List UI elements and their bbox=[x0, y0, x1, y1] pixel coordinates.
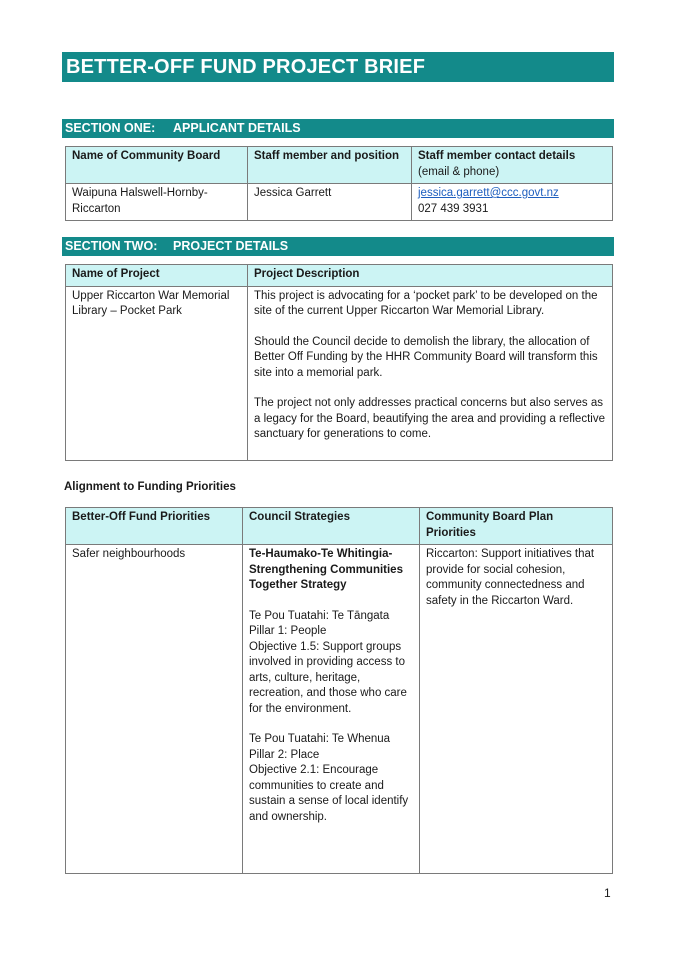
pillar-1-block bbox=[249, 609, 413, 718]
table-header-row bbox=[66, 265, 613, 287]
alignment-table bbox=[65, 507, 613, 874]
section-one-label: APPLICANT DETAILS bbox=[173, 121, 301, 135]
section-one-number: SECTION ONE: bbox=[65, 121, 156, 135]
project-name: Upper Riccarton War Memorial Library – Pocket Park bbox=[66, 286, 248, 460]
description-paragraph-1: This project is advocating for a ‘pocket park’ to be developed on the site of the current Upper Riccarton War Memorial Library. bbox=[254, 289, 598, 317]
description-paragraph-3: The project not only addresses practical concerns but also serves as a legacy for the Board, beautifying the area and providing a reflective sanctuary for generations to come. bbox=[254, 397, 605, 440]
alignment-heading: Alignment to Funding Priorities bbox=[64, 481, 236, 493]
board-plan-priority: Riccarton: Support initiatives that provide for social cohesion, community connectedness and safety in the Riccarton Ward. bbox=[420, 545, 613, 874]
table-header-row bbox=[66, 508, 613, 545]
page-number: 1 bbox=[604, 886, 611, 900]
contact-details-cell bbox=[412, 184, 613, 221]
section-two-number: SECTION TWO: bbox=[65, 239, 158, 253]
strategy-title: Te-Haumako-Te Whitingia- Strengthening Communities Together Strategy bbox=[249, 548, 403, 591]
phone-number: 027 439 3931 bbox=[418, 202, 489, 215]
header-community-board: Name of Community Board bbox=[66, 147, 248, 184]
community-board-name: Waipuna Halswell-Hornby-Riccarton bbox=[66, 184, 248, 221]
header-project-name: Name of Project bbox=[66, 265, 248, 287]
table-row bbox=[66, 545, 613, 874]
table-header-row bbox=[66, 147, 613, 184]
header-contact-label: Staff member contact details bbox=[418, 150, 576, 162]
section-two-bar bbox=[62, 237, 614, 256]
pillar-1-label: Pillar 1: People bbox=[249, 625, 327, 637]
header-contact-details bbox=[412, 147, 613, 184]
header-staff-member: Staff member and position bbox=[248, 147, 412, 184]
email-link[interactable]: jessica.garrett@ccc.govt.nz bbox=[418, 187, 559, 199]
council-strategies-cell bbox=[243, 545, 420, 874]
header-contact-sub: (email & phone) bbox=[418, 165, 500, 178]
pillar-1-name: Te Pou Tuatahi: Te Tāngata bbox=[249, 609, 390, 622]
table-row bbox=[66, 184, 613, 221]
header-project-description: Project Description bbox=[248, 265, 613, 287]
project-details-table bbox=[65, 264, 613, 461]
pillar-2-objective: Objective 2.1: Encourage communities to create and sustain a sense of local identify and ownership. bbox=[249, 764, 409, 823]
pillar-1-objective: Objective 1.5: Support groups involved in providing access to arts, culture, heritage, recreation, and those who care for the environment. bbox=[249, 640, 407, 715]
table-row bbox=[66, 286, 613, 460]
project-description bbox=[248, 286, 613, 460]
fund-priority: Safer neighbourhoods bbox=[66, 545, 243, 874]
header-board-plan-priorities: Community Board Plan Priorities bbox=[420, 508, 613, 545]
staff-member-name: Jessica Garrett bbox=[248, 184, 412, 221]
description-paragraph-2: Should the Council decide to demolish the library, the allocation of Better Off Funding by the HHR Community Board will transform this site into a memorial park. bbox=[254, 335, 598, 379]
applicant-details-table bbox=[65, 146, 613, 221]
pillar-2-name: Te Pou Tuatahi: Te Whenua bbox=[249, 733, 391, 745]
section-two-label: PROJECT DETAILS bbox=[173, 239, 289, 253]
section-one-bar bbox=[62, 119, 614, 138]
pillar-2-block bbox=[249, 732, 413, 825]
header-council-strategies: Council Strategies bbox=[243, 508, 420, 545]
pillar-2-label: Pillar 2: Place bbox=[249, 748, 320, 761]
header-fund-priorities: Better-Off Fund Priorities bbox=[66, 508, 243, 545]
document-title: BETTER-OFF FUND PROJECT BRIEF bbox=[62, 52, 614, 82]
